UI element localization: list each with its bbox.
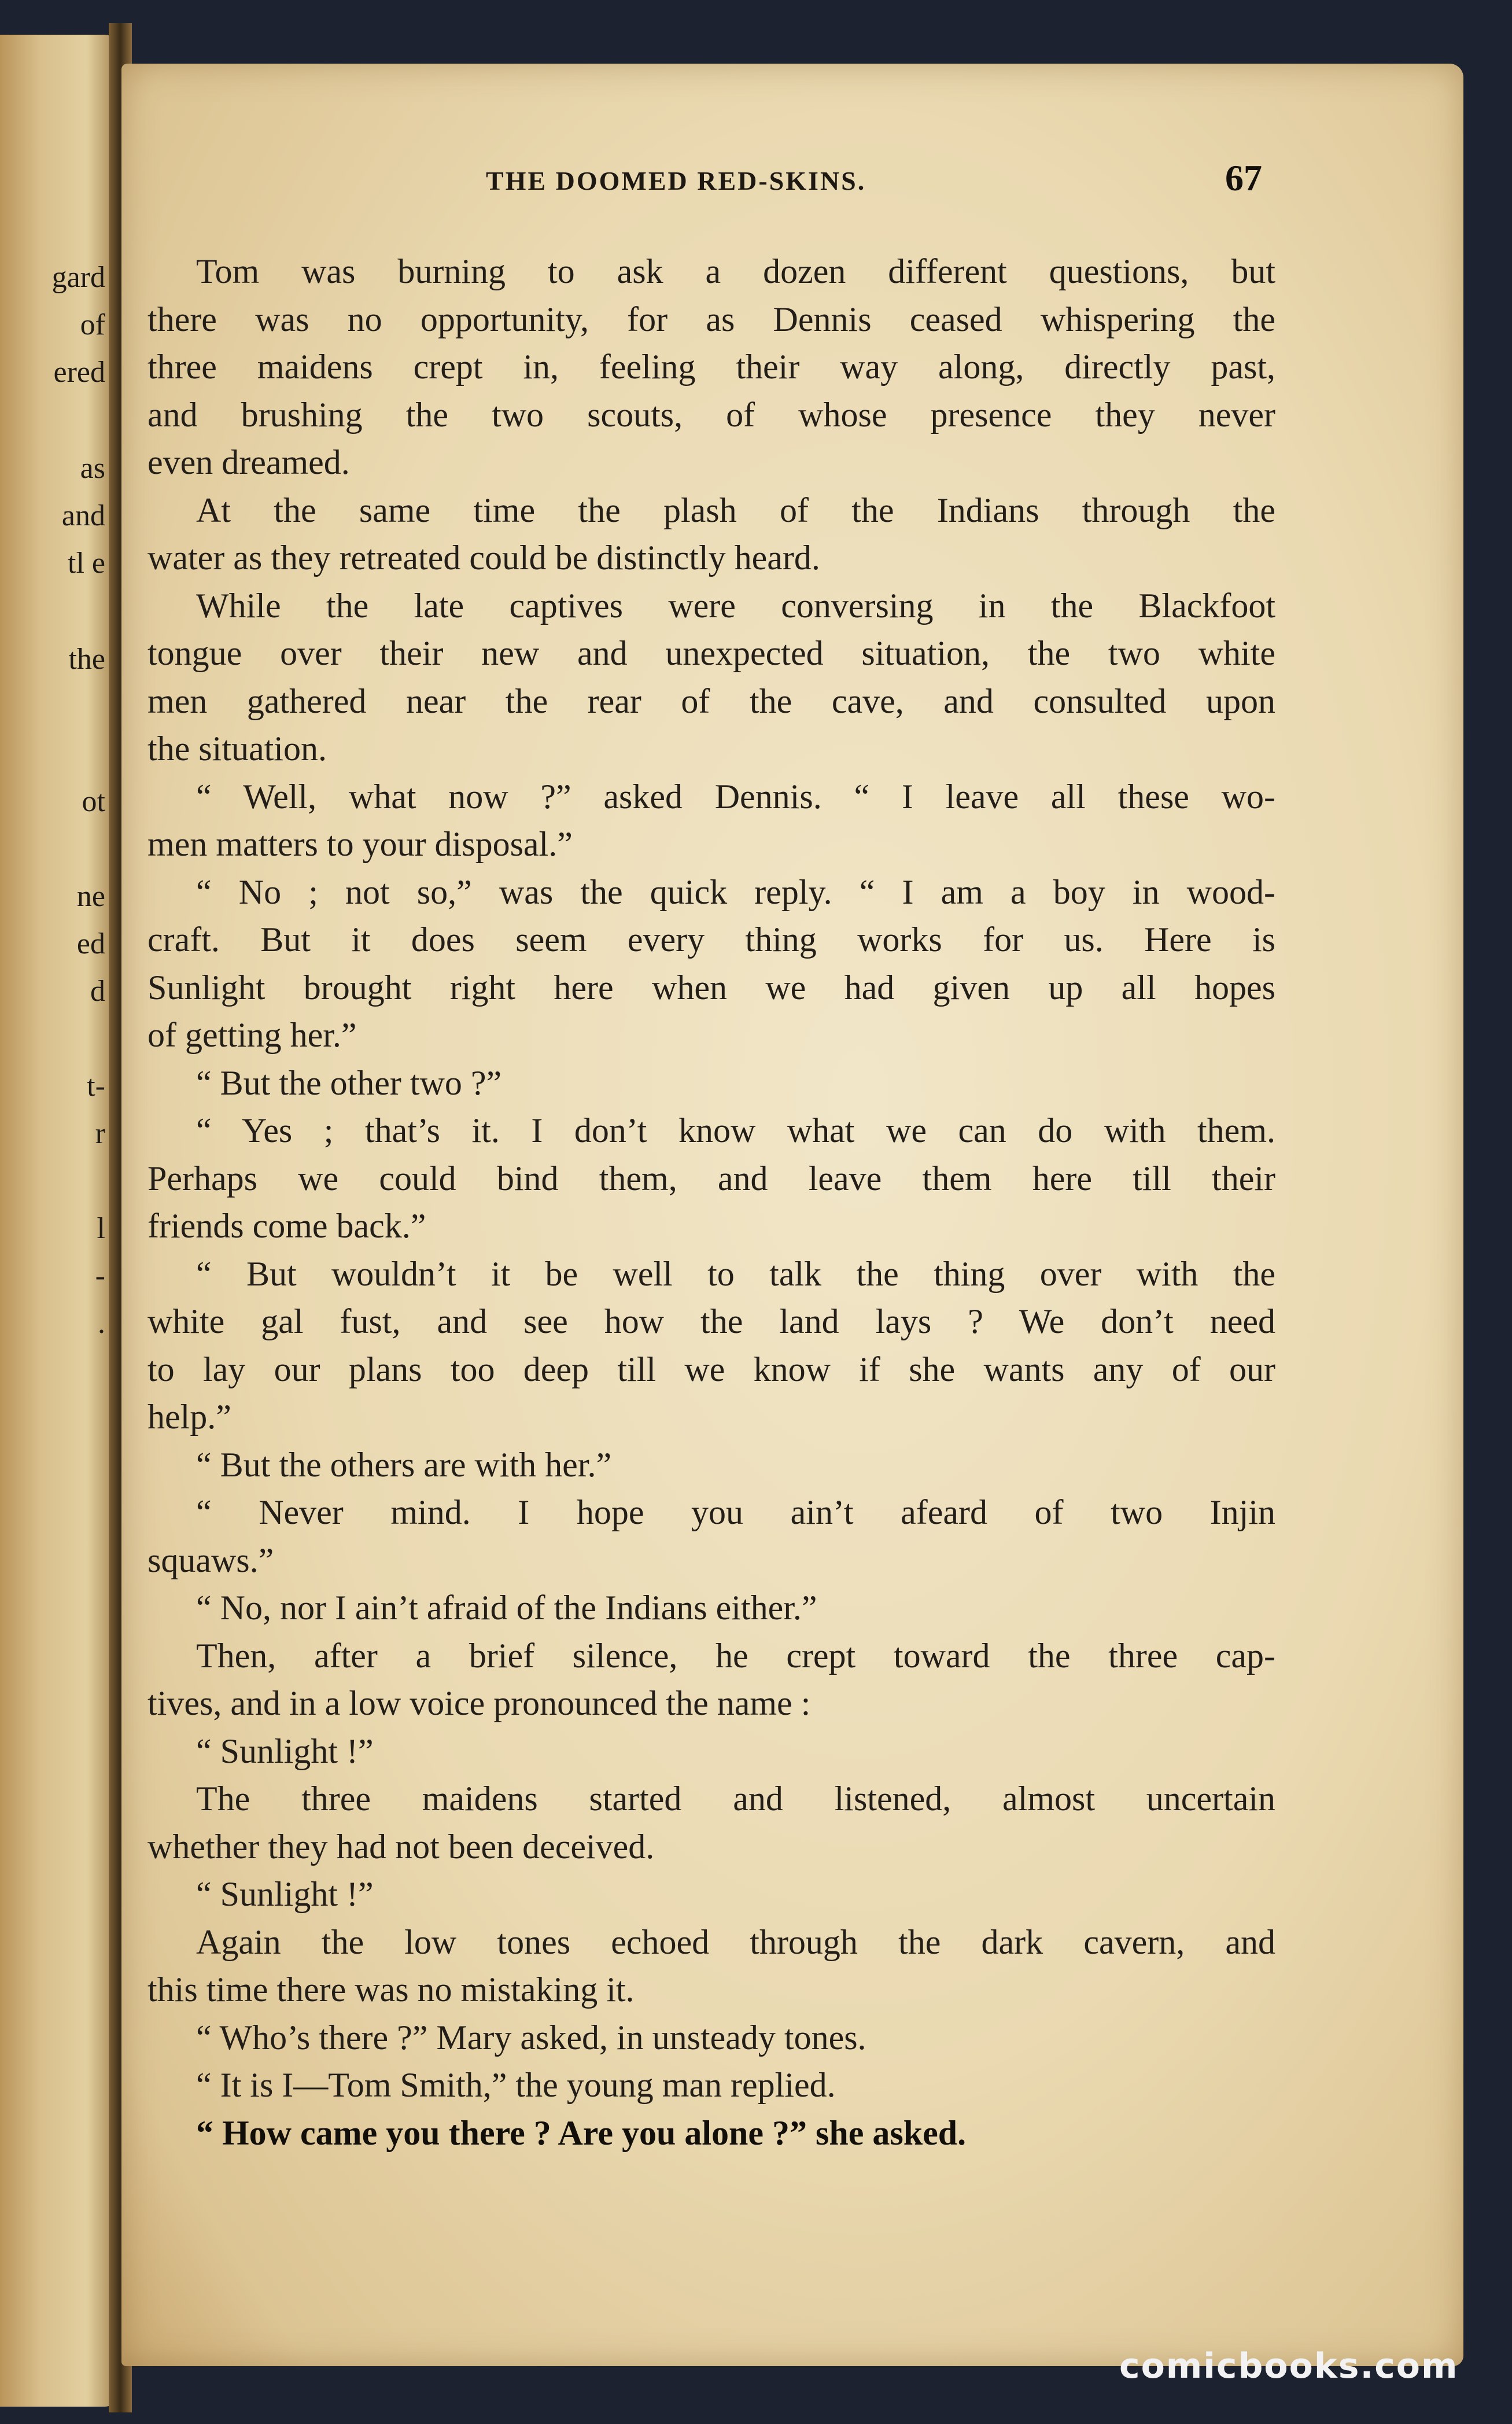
text-line: “ Never mind. I hope you ain’t afeard of two Injin xyxy=(196,1493,1275,1531)
page-number: 67 xyxy=(1225,157,1262,198)
body-text xyxy=(147,248,1275,2157)
text-line: three maidens crept in, feeling their way along, directly past, xyxy=(147,348,1275,386)
text-line: “ No ; not so,” was the quick reply. “ I am a boy in wood- xyxy=(196,872,1275,911)
previous-page-fragment: tl e xyxy=(68,547,105,580)
text-line: of getting her.” xyxy=(147,1016,357,1054)
text-line: “ Who’s there ?” Mary asked, in unsteady tones. xyxy=(196,2018,866,2057)
text-line: “ Yes ; that’s it. I don’t know what we can do with them. xyxy=(196,1111,1275,1150)
running-head: THE DOOMED RED-SKINS. xyxy=(486,166,866,196)
previous-page-fragment: . xyxy=(98,1307,105,1340)
previous-page-fragment: ered xyxy=(53,356,105,389)
text-line: Tom was burning to ask a dozen different questions, but xyxy=(196,252,1275,290)
text-line: Again the low tones echoed through the dark cavern, and xyxy=(196,1922,1275,1961)
text-line: squaws.” xyxy=(147,1541,274,1579)
text-line: Then, after a brief silence, he crept toward the three cap- xyxy=(196,1636,1275,1675)
previous-page-fragment: ed xyxy=(76,927,105,960)
previous-page-fragment: and xyxy=(61,499,105,532)
previous-page-fragment: gard xyxy=(51,261,105,294)
text-line: “ Sunlight !” xyxy=(196,1875,374,1913)
text-line: “ Sunlight !” xyxy=(196,1732,374,1770)
text-line: and brushing the two scouts, of whose presence they never xyxy=(147,395,1275,434)
text-line: tives, and in a low voice pronounced the name : xyxy=(147,1684,811,1722)
text-line: water as they retreated could be distinctly heard. xyxy=(147,539,820,577)
text-line: white gal fust, and see how the land lays ? We don’t need xyxy=(147,1302,1275,1340)
text-line: craft. But it does seem every thing works for us. Here is xyxy=(147,920,1275,959)
text-line: friends come back.” xyxy=(147,1207,426,1245)
text-line: help.” xyxy=(147,1398,231,1436)
text-line: “ Well, what now ?” asked Dennis. “ I leave all these wo- xyxy=(196,777,1275,816)
text-line: “ No, nor I ain’t afraid of the Indians either.” xyxy=(196,1589,817,1627)
previous-page-fragment: the xyxy=(68,643,105,676)
previous-page-edge xyxy=(0,35,116,2407)
text-line: this time there was no mistaking it. xyxy=(147,1970,635,2009)
text-line: “ But the other two ?” xyxy=(196,1063,502,1102)
text-line: tongue over their new and unexpected situation, the two white xyxy=(147,634,1275,672)
previous-page-fragment: - xyxy=(95,1259,105,1292)
text-line: even dreamed. xyxy=(147,443,350,481)
previous-page-fragment: as xyxy=(80,452,105,485)
text-line: While the late captives were conversing in the Blackfoot xyxy=(196,586,1275,625)
previous-page-fragment: of xyxy=(80,308,105,341)
text-line: to lay our plans too deep till we know if she wants any of our xyxy=(147,1350,1275,1388)
previous-page-fragment: r xyxy=(95,1117,105,1150)
text-line: “ But wouldn’t it be well to talk the thing over with the xyxy=(196,1254,1275,1293)
text-line: the situation. xyxy=(147,730,327,768)
text-line: there was no opportunity, for as Dennis ceased whispering the xyxy=(147,300,1275,338)
previous-page-fragment: ot xyxy=(82,785,105,818)
previous-page-fragment: l xyxy=(97,1212,105,1245)
text-line: whether they had not been deceived. xyxy=(147,1827,655,1866)
previous-page-fragment: d xyxy=(90,975,105,1008)
text-line: “ But the others are with her.” xyxy=(196,1445,612,1484)
text-line: “ How came you there ? Are you alone ?” she asked. xyxy=(196,2113,967,2152)
watermark-text: comicbooks.com xyxy=(1119,2346,1459,2386)
text-line: men matters to your disposal.” xyxy=(147,825,573,863)
text-line: “ It is I—Tom Smith,” the young man replied. xyxy=(196,2066,836,2104)
text-line: men gathered near the rear of the cave, and consulted upon xyxy=(147,681,1275,720)
previous-page-fragment: t- xyxy=(87,1070,105,1103)
text-line: At the same time the plash of the Indians through the xyxy=(196,491,1275,529)
text-line: Perhaps we could bind them, and leave them here till their xyxy=(147,1159,1275,1198)
text-line: Sunlight brought right here when we had given up all hopes xyxy=(147,968,1275,1007)
text-line: The three maidens started and listened, almost uncertain xyxy=(196,1780,1275,1818)
previous-page-fragment: ne xyxy=(76,880,105,913)
